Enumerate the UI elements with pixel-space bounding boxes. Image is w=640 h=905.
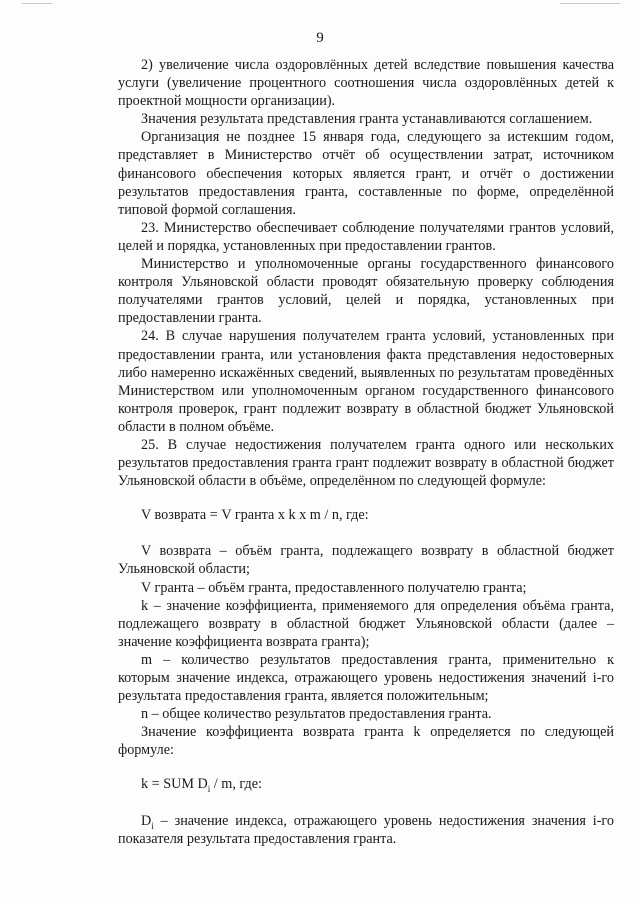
definition-text: – значение индекса, отражающего уровень недостижения значения i-го показателя результата предоставления гранта. — [118, 812, 614, 847]
page-number: 9 — [316, 30, 324, 46]
formula-coefficient — [118, 775, 614, 793]
scan-artifact — [560, 3, 620, 4]
paragraph: 24. В случае нарушения получателем гранта условий, установленных при предоставлении гранта, или установления факта представления недостоверных либо намеренно искажённых сведений, выявленных по результатам проведённых Министерством или уполномоченным органом государственного финансового контроля проверок, грант подлежит возврату в областной бюджет Ульяновской области в полном объёме. — [118, 328, 614, 435]
formula-suffix: / m, где: — [210, 776, 262, 793]
paragraph: Организация не позднее 15 января года, следующего за истекшим годом, представляет в Министерство отчёт об осуществлении затрат, источником финансового обеспечения которых является грант, и отчёт о достижении результатов предоставления гранта, составленные по форме, определённой типовой формой соглашения. — [118, 129, 614, 218]
paragraph: 25. В случае недостижения получателем гранта одного или нескольких результатов предоставления гранта грант подлежит возврату в областной бюджет Ульяновской области в объёме, определённом по следующей формуле: — [118, 436, 614, 490]
formula-prefix: k = SUM D — [141, 776, 208, 793]
definition-symbol: D — [141, 812, 152, 829]
scan-artifact — [22, 3, 52, 4]
formula-subscript: i — [207, 784, 211, 795]
definition-paragraph: m – количество результатов предоставления гранта, применительно к которым значение индекса, отражающего уровень недостижения значений i-го результата предоставления гранта, является положительным; — [118, 651, 614, 705]
formula-return-volume: V возврата = V гранта x k x m / n, где: — [141, 507, 369, 524]
definition-paragraph: k – значение коэффициента, применяемого для определения объёма гранта, подлежащего возврату в областной бюджет Ульяновской области (далее – значение коэффициента возврата гранта); — [118, 597, 614, 650]
definition-paragraph: Значение коэффициента возврата гранта k определяется по следующей формуле: — [118, 724, 614, 759]
definition-paragraph: V возврата – объём гранта, подлежащего возврату в областной бюджет Ульяновской области; — [118, 543, 614, 578]
definition-subscript: i — [151, 820, 154, 831]
definition-index — [118, 812, 614, 848]
definition-paragraph: V гранта – объём гранта, предоставленного получателю гранта; — [141, 579, 527, 596]
definition-paragraph: n – общее количество результатов предоставления гранта. — [141, 706, 492, 723]
paragraph: Значения результата представления гранта устанавливаются соглашением. — [141, 111, 593, 128]
paragraph: 2) увеличение числа оздоровлённых детей вследствие повышения качества услуги (увеличение процентного соотношения числа оздоровлённых детей к проектной мощности организации). — [118, 57, 614, 110]
document-body — [118, 56, 614, 848]
paragraph: 23. Министерство обеспечивает соблюдение получателями грантов условий, целей и порядка, установленных при предоставлении грантов. — [118, 219, 614, 254]
paragraph: Министерство и уполномоченные органы государственного финансового контроля Ульяновской области проводят обязательную проверку соблюдения получателями грантов условий, целей и порядка, установленных при предоставлении гранта. — [118, 256, 614, 327]
